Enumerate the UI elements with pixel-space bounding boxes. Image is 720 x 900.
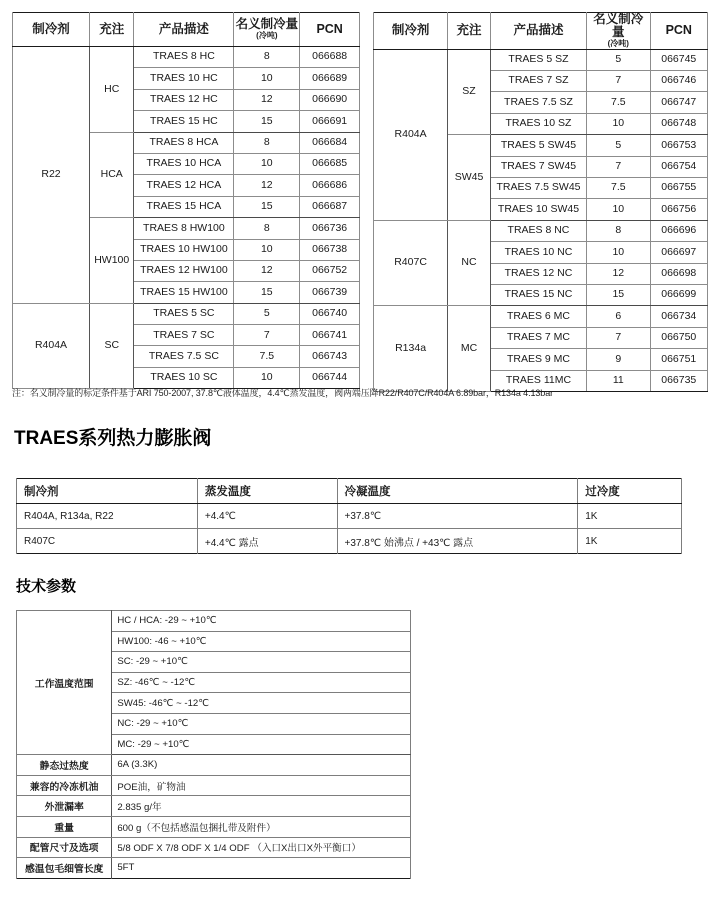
cell-description: TRAES 15 HW100 bbox=[134, 282, 234, 303]
cell-capacity: 15 bbox=[587, 284, 650, 305]
cell-description: TRAES 15 HC bbox=[134, 111, 234, 132]
spec-label: 重量 bbox=[17, 816, 112, 837]
product-table-right bbox=[373, 12, 708, 392]
spec-label: 外泄漏率 bbox=[17, 796, 112, 817]
cell-description: TRAES 12 HW100 bbox=[134, 260, 234, 281]
cell-pcn: 066685 bbox=[300, 153, 360, 174]
cell-capacity: 10 bbox=[587, 242, 650, 263]
cell-refrigerant: R22 bbox=[13, 47, 90, 304]
cell-pcn: 066753 bbox=[650, 135, 707, 156]
cell-pcn: 066687 bbox=[300, 196, 360, 217]
cell-refrigerant: R404A bbox=[374, 49, 448, 220]
cell-description: TRAES 12 NC bbox=[490, 263, 586, 284]
cell-capacity: 10 bbox=[234, 68, 300, 89]
cell-capacity: 8 bbox=[234, 218, 300, 239]
capacity-unit: (冷吨) bbox=[256, 31, 278, 41]
cell-description: TRAES 5 SC bbox=[134, 303, 234, 324]
cell-pcn: 066698 bbox=[650, 263, 707, 284]
cell-capacity: 12 bbox=[234, 175, 300, 196]
cell-capacity: 5 bbox=[234, 303, 300, 324]
cell-condensing-temp: +37.8℃ 始沸点 / +43℃ 露点 bbox=[337, 529, 578, 554]
cell-pcn: 066697 bbox=[650, 242, 707, 263]
table-row bbox=[17, 529, 682, 554]
table-header-row bbox=[374, 13, 708, 50]
table-row bbox=[17, 858, 411, 879]
column-header-description: 产品描述 bbox=[490, 13, 586, 50]
cell-refrigerant: R404A, R134a, R22 bbox=[17, 504, 198, 529]
technical-specs-body bbox=[17, 611, 411, 879]
spec-value: POE油，矿物油 bbox=[112, 775, 411, 796]
cell-description: TRAES 7.5 SC bbox=[134, 346, 234, 367]
column-header-charge: 充注 bbox=[90, 13, 134, 47]
column-header-refrigerant: 制冷剂 bbox=[17, 479, 198, 504]
product-table-right-body bbox=[374, 49, 708, 391]
cell-capacity: 6 bbox=[587, 306, 650, 327]
cell-pcn: 066743 bbox=[300, 346, 360, 367]
cell-description: TRAES 12 HC bbox=[134, 89, 234, 110]
cell-pcn: 066750 bbox=[650, 327, 707, 348]
cell-pcn: 066688 bbox=[300, 47, 360, 68]
table-row bbox=[17, 837, 411, 858]
table-row bbox=[13, 47, 360, 68]
cell-description: TRAES 7 SC bbox=[134, 325, 234, 346]
table-row bbox=[17, 611, 411, 632]
cell-capacity: 9 bbox=[587, 349, 650, 370]
column-header-charge: 充注 bbox=[448, 13, 491, 50]
spec-value-temp-range: HW100: -46 ~ +10℃ bbox=[112, 631, 411, 652]
spec-value-temp-range: HC / HCA: -29 ~ +10℃ bbox=[112, 611, 411, 632]
column-header-evaporating-temp: 蒸发温度 bbox=[197, 479, 337, 504]
cell-capacity: 15 bbox=[234, 196, 300, 217]
specs-section-heading: 技术参数 bbox=[16, 578, 77, 595]
cell-description: TRAES 10 SZ bbox=[490, 113, 586, 134]
cell-pcn: 066747 bbox=[650, 92, 707, 113]
cell-pcn: 066686 bbox=[300, 175, 360, 196]
spec-value: 600 g（不包括感温包捆扎带及附件） bbox=[112, 816, 411, 837]
cell-pcn: 066752 bbox=[300, 260, 360, 281]
cell-pcn: 066751 bbox=[650, 349, 707, 370]
cell-description: TRAES 7.5 SZ bbox=[490, 92, 586, 113]
cell-capacity: 10 bbox=[234, 153, 300, 174]
cell-pcn: 066689 bbox=[300, 68, 360, 89]
column-header-subcooling: 过冷度 bbox=[578, 479, 682, 504]
cell-capacity: 7 bbox=[587, 156, 650, 177]
cell-charge: SW45 bbox=[448, 135, 491, 221]
column-header-description: 产品描述 bbox=[134, 13, 234, 47]
spec-value-temp-range: SZ: -46℃ ~ -12℃ bbox=[112, 672, 411, 693]
cell-description: TRAES 8 NC bbox=[490, 220, 586, 241]
cell-pcn: 066691 bbox=[300, 111, 360, 132]
cell-refrigerant: R407C bbox=[17, 529, 198, 554]
cell-refrigerant: R404A bbox=[13, 303, 90, 389]
cell-description: TRAES 8 HCA bbox=[134, 132, 234, 153]
cell-description: TRAES 10 HC bbox=[134, 68, 234, 89]
valve-conditions-body bbox=[17, 504, 682, 554]
spec-label: 兼容的冷冻机油 bbox=[17, 775, 112, 796]
capacity-unit: (冷吨) bbox=[607, 39, 629, 49]
spec-value-temp-range: MC: -29 ~ +10℃ bbox=[112, 734, 411, 755]
table-row bbox=[17, 504, 682, 529]
cell-description: TRAES 7.5 SW45 bbox=[490, 177, 586, 198]
cell-charge: HW100 bbox=[90, 218, 134, 304]
table-row bbox=[374, 49, 708, 70]
cell-description: TRAES 6 MC bbox=[490, 306, 586, 327]
cell-capacity: 12 bbox=[587, 263, 650, 284]
cell-pcn: 066696 bbox=[650, 220, 707, 241]
cell-pcn: 066690 bbox=[300, 89, 360, 110]
cell-evaporating-temp: +4.4℃ 露点 bbox=[197, 529, 337, 554]
cell-subcooling: 1K bbox=[578, 529, 682, 554]
table-header-row bbox=[17, 479, 682, 504]
cell-pcn: 066684 bbox=[300, 132, 360, 153]
cell-capacity: 7 bbox=[587, 327, 650, 348]
cell-description: TRAES 8 HC bbox=[134, 47, 234, 68]
valve-section-heading: TRAES系列热力膨胀阀 bbox=[14, 428, 212, 449]
cell-pcn: 066745 bbox=[650, 49, 707, 70]
cell-pcn: 066744 bbox=[300, 367, 360, 388]
cell-pcn: 066755 bbox=[650, 177, 707, 198]
cell-capacity: 7 bbox=[587, 71, 650, 92]
cell-pcn: 066739 bbox=[300, 282, 360, 303]
cell-description: TRAES 10 HW100 bbox=[134, 239, 234, 260]
product-table-left-body bbox=[13, 47, 360, 389]
cell-capacity: 7.5 bbox=[587, 177, 650, 198]
cell-capacity: 15 bbox=[234, 282, 300, 303]
cell-capacity: 12 bbox=[234, 89, 300, 110]
cell-capacity: 7 bbox=[234, 325, 300, 346]
cell-description: TRAES 7 SW45 bbox=[490, 156, 586, 177]
cell-description: TRAES 15 NC bbox=[490, 284, 586, 305]
cell-pcn: 066735 bbox=[650, 370, 707, 391]
cell-charge: MC bbox=[448, 306, 491, 392]
table-row bbox=[374, 220, 708, 241]
cell-capacity: 8 bbox=[234, 132, 300, 153]
cell-capacity: 15 bbox=[234, 111, 300, 132]
cell-capacity: 5 bbox=[587, 135, 650, 156]
spec-label: 静态过热度 bbox=[17, 755, 112, 776]
cell-description: TRAES 7 MC bbox=[490, 327, 586, 348]
table-row bbox=[17, 755, 411, 776]
cell-charge: HC bbox=[90, 47, 134, 133]
cell-pcn: 066734 bbox=[650, 306, 707, 327]
cell-description: TRAES 15 HCA bbox=[134, 196, 234, 217]
capacity-title: 名义制冷量 bbox=[593, 12, 644, 40]
cell-refrigerant: R407C bbox=[374, 220, 448, 306]
spec-value: 5FT bbox=[112, 858, 411, 879]
spec-label-operating-temp-range: 工作温度范围 bbox=[17, 611, 112, 755]
valve-conditions-table bbox=[16, 478, 682, 554]
cell-capacity: 5 bbox=[587, 49, 650, 70]
cell-capacity: 11 bbox=[587, 370, 650, 391]
spec-value: 6A (3.3K) bbox=[112, 755, 411, 776]
cell-charge: SC bbox=[90, 303, 134, 389]
product-table-left bbox=[12, 12, 360, 389]
technical-specs-table bbox=[16, 610, 411, 879]
spec-value-temp-range: NC: -29 ~ +10℃ bbox=[112, 713, 411, 734]
cell-description: TRAES 10 SW45 bbox=[490, 199, 586, 220]
table-header-row bbox=[13, 13, 360, 47]
spec-label: 感温包毛细管长度 bbox=[17, 858, 112, 879]
cell-description: TRAES 7 SZ bbox=[490, 71, 586, 92]
product-table-right-container bbox=[373, 12, 708, 392]
cell-description: TRAES 10 NC bbox=[490, 242, 586, 263]
cell-description: TRAES 8 HW100 bbox=[134, 218, 234, 239]
column-header-refrigerant: 制冷剂 bbox=[13, 13, 90, 47]
table-row bbox=[17, 796, 411, 817]
column-header-pcn: PCN bbox=[300, 13, 360, 47]
cell-capacity: 7.5 bbox=[234, 346, 300, 367]
cell-description: TRAES 11MC bbox=[490, 370, 586, 391]
column-header-condensing-temp: 冷凝温度 bbox=[337, 479, 578, 504]
cell-charge: NC bbox=[448, 220, 491, 306]
cell-refrigerant: R134a bbox=[374, 306, 448, 392]
spec-value: 2.835 g/年 bbox=[112, 796, 411, 817]
cell-description: TRAES 5 SW45 bbox=[490, 135, 586, 156]
cell-pcn: 066736 bbox=[300, 218, 360, 239]
valve-conditions-table-container bbox=[16, 478, 682, 554]
capacity-title: 名义制冷量 bbox=[235, 17, 299, 32]
cell-condensing-temp: +37.8℃ bbox=[337, 504, 578, 529]
cell-description: TRAES 9 MC bbox=[490, 349, 586, 370]
spec-value: 5/8 ODF X 7/8 ODF X 1/4 ODF （入口X出口X外平衡口） bbox=[112, 837, 411, 858]
cell-capacity: 7.5 bbox=[587, 92, 650, 113]
cell-capacity: 8 bbox=[587, 220, 650, 241]
cell-pcn: 066738 bbox=[300, 239, 360, 260]
cell-charge: HCA bbox=[90, 132, 134, 218]
cell-evaporating-temp: +4.4℃ bbox=[197, 504, 337, 529]
cell-capacity: 10 bbox=[587, 113, 650, 134]
cell-description: TRAES 10 HCA bbox=[134, 153, 234, 174]
cell-pcn: 066740 bbox=[300, 303, 360, 324]
cell-capacity: 10 bbox=[234, 367, 300, 388]
cell-capacity: 10 bbox=[587, 199, 650, 220]
cell-capacity: 12 bbox=[234, 260, 300, 281]
cell-capacity: 8 bbox=[234, 47, 300, 68]
cell-charge: SZ bbox=[448, 49, 491, 135]
cell-subcooling: 1K bbox=[578, 504, 682, 529]
cell-description: TRAES 12 HCA bbox=[134, 175, 234, 196]
cell-pcn: 066748 bbox=[650, 113, 707, 134]
cell-pcn: 066756 bbox=[650, 199, 707, 220]
cell-pcn: 066699 bbox=[650, 284, 707, 305]
column-header-capacity bbox=[234, 13, 300, 47]
technical-specs-table-container bbox=[16, 610, 411, 879]
cell-pcn: 066754 bbox=[650, 156, 707, 177]
column-header-refrigerant: 制冷剂 bbox=[374, 13, 448, 50]
column-header-pcn: PCN bbox=[650, 13, 707, 50]
spec-value-temp-range: SW45: -46℃ ~ -12℃ bbox=[112, 693, 411, 714]
cell-pcn: 066746 bbox=[650, 71, 707, 92]
column-header-capacity bbox=[587, 13, 650, 50]
product-table-left-container bbox=[12, 12, 360, 389]
table-row bbox=[17, 816, 411, 837]
table-row bbox=[374, 306, 708, 327]
table-row bbox=[13, 303, 360, 324]
cell-capacity: 10 bbox=[234, 239, 300, 260]
cell-pcn: 066741 bbox=[300, 325, 360, 346]
spec-label: 配管尺寸及选项 bbox=[17, 837, 112, 858]
spec-value-temp-range: SC: -29 ~ +10℃ bbox=[112, 652, 411, 673]
cell-description: TRAES 5 SZ bbox=[490, 49, 586, 70]
capacity-rating-footnote: 注：名义制冷量的标定条件基于ARI 750-2007, 37.8℃液体温度，4.4℃蒸发温度，阀两端压降R22/R407C/R404A 6.89bar，R134a 4.13bar bbox=[12, 388, 554, 398]
cell-description: TRAES 10 SC bbox=[134, 367, 234, 388]
table-row bbox=[17, 775, 411, 796]
